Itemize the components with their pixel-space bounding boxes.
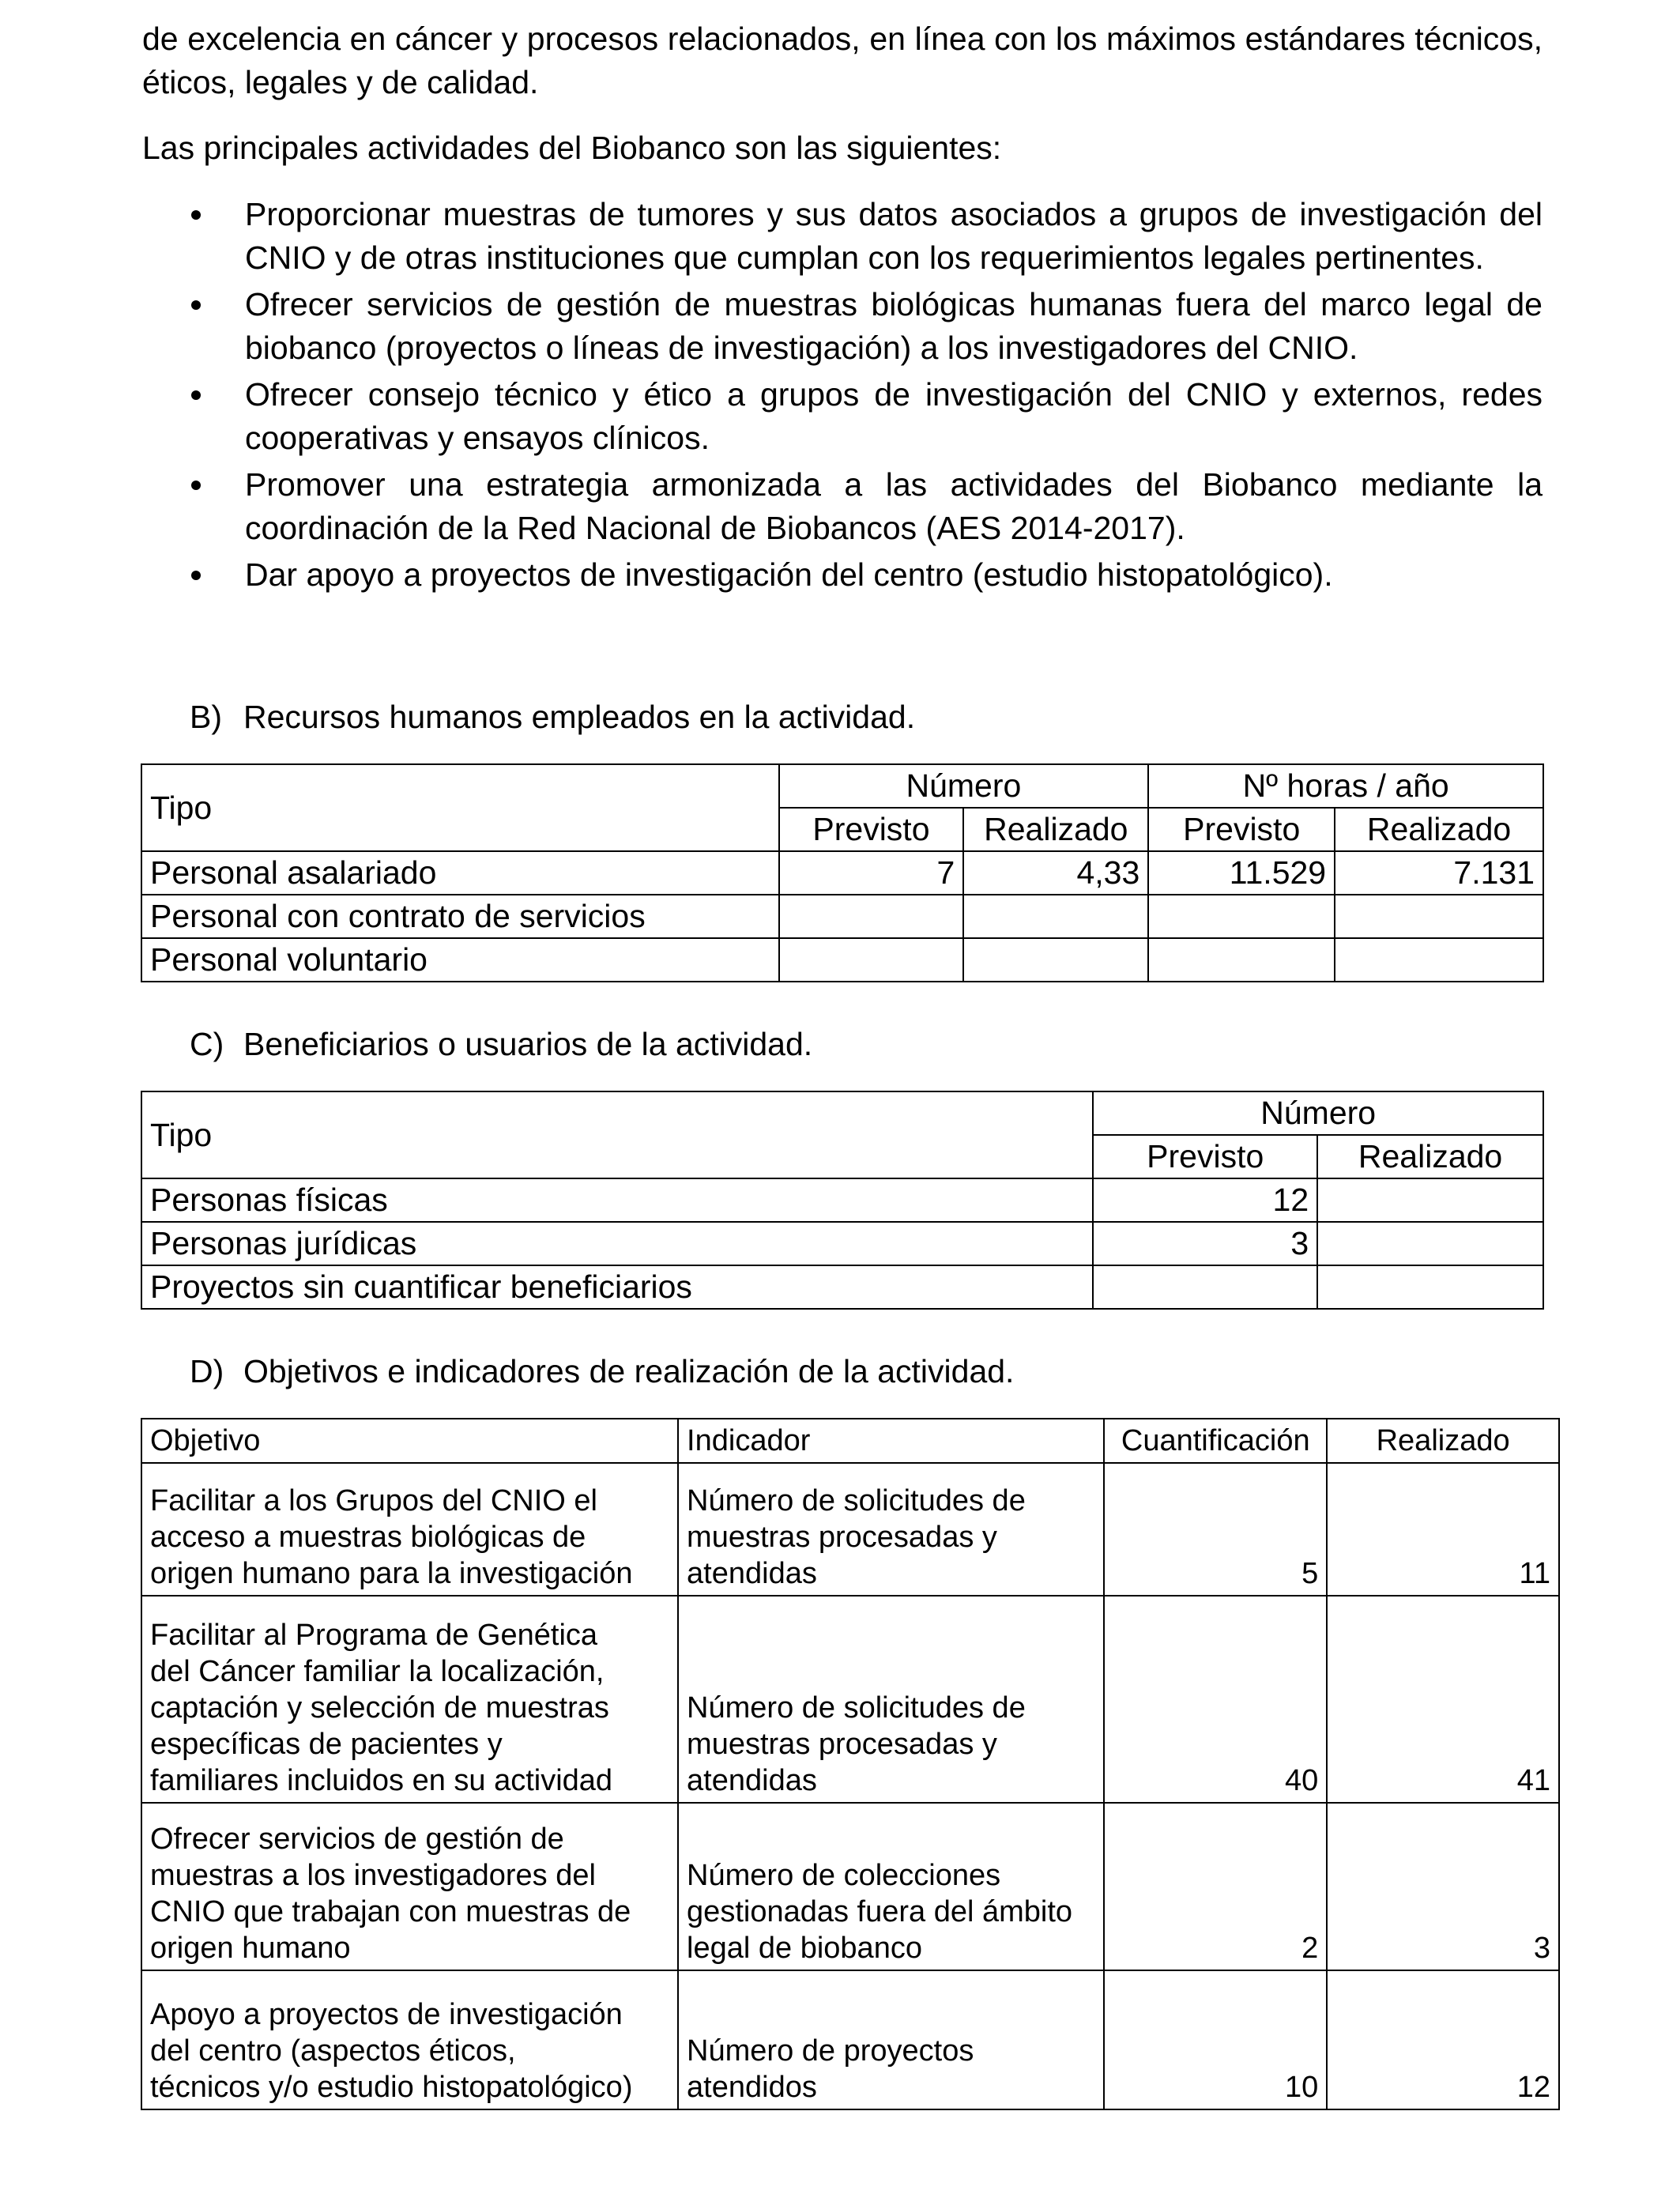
table-row: Personal asalariado 7 4,33 11.529 7.131 [141,851,1543,895]
list-item: Proporcionar muestras de tumores y sus datos asociados a grupos de investigación del CNIO y de otras instituciones que cumplan con los requerimientos legales pertinentes. [142,193,1543,280]
indicador-cell: Número de colecciones gestionadas fuera del ámbito legal de biobanco [678,1803,1104,1970]
header-tipo: Tipo [141,1091,1093,1178]
header-realizado: Realizado [1335,808,1543,851]
list-item: Dar apoyo a proyectos de investigación del centro (estudio histopatológico). [142,553,1543,597]
bullet-icon [191,300,201,310]
bullet-icon [191,390,201,400]
table-row: Facilitar al Programa de Genética del Cáncer familiar la localización, captación y selección de muestras específicas de pacientes y familiares incluidos en su actividad Número de solicitudes de muestras procesadas y atendidas 40 41 [141,1596,1559,1803]
header-objetivo: Objetivo [141,1419,678,1463]
table-row: Ofrecer servicios de gestión de muestras a los investigadores del CNIO que trabajan con muestras de origen humano Número de colecciones gestionadas fuera del ámbito legal de biobanco 2 3 [141,1803,1559,1970]
header-horas: Nº horas / año [1148,764,1543,808]
activities-lead: Las principales actividades del Biobanco son las siguientes: [142,130,1002,166]
table-row: Personal voluntario [141,938,1543,982]
header-numero: Número [1093,1091,1543,1135]
table-row: Personal con contrato de servicios [141,895,1543,938]
header-numero: Número [779,764,1149,808]
intro-paragraph: de excelencia en cáncer y procesos relacionados, en línea con los máximos estándares técnicos, éticos, legales y de calidad. [142,21,1543,100]
bullet-icon [191,210,201,220]
list-item: Promover una estrategia armonizada a las actividades del Biobanco mediante la coordinación de la Red Nacional de Biobancos (AES 2014-2017). [142,463,1543,550]
table-row: Personas jurídicas 3 [141,1222,1543,1265]
header-indicador: Indicador [678,1419,1104,1463]
list-item: Ofrecer consejo técnico y ético a grupos de investigación del CNIO y externos, redes cooperativas y ensayos clínicos. [142,373,1543,460]
objetivo-cell: Apoyo a proyectos de investigación del centro (aspectos éticos, técnicos y/o estudio histopatológico) [141,1970,678,2109]
table-row: Personas físicas 12 [141,1178,1543,1222]
objectives-table [141,1418,1560,2110]
objetivo-cell: Facilitar a los Grupos del CNIO el acceso a muestras biológicas de origen humano para la investigación [141,1463,678,1596]
table-row: Proyectos sin cuantificar beneficiarios [141,1265,1543,1309]
activities-list [142,193,1543,600]
indicador-cell: Número de solicitudes de muestras procesadas y atendidas [678,1463,1104,1596]
beneficiaries-table [141,1091,1544,1310]
human-resources-table [141,763,1544,982]
section-b-heading: B) Recursos humanos empleados en la actividad. [190,699,916,735]
table-row: Apoyo a proyectos de investigación del centro (aspectos éticos, técnicos y/o estudio histopatológico) Número de proyectos atendidos 10 12 [141,1970,1559,2109]
table-row: Facilitar a los Grupos del CNIO el acceso a muestras biológicas de origen humano para la investigación Número de solicitudes de muestras procesadas y atendidas 5 11 [141,1463,1559,1596]
header-previsto: Previsto [779,808,964,851]
header-previsto: Previsto [1148,808,1335,851]
section-d-heading: D) Objetivos e indicadores de realización de la actividad. [190,1353,1015,1389]
header-realizado: Realizado [1317,1135,1543,1178]
objetivo-cell: Facilitar al Programa de Genética del Cáncer familiar la localización, captación y selección de muestras específicas de pacientes y familiares incluidos en su actividad [141,1596,678,1803]
header-tipo: Tipo [141,764,779,851]
header-realizado: Realizado [1327,1419,1559,1463]
list-item: Ofrecer servicios de gestión de muestras biológicas humanas fuera del marco legal de biobanco (proyectos o líneas de investigación) a los investigadores del CNIO. [142,283,1543,370]
indicador-cell: Número de proyectos atendidos [678,1970,1104,2109]
indicador-cell: Número de solicitudes de muestras procesadas y atendidas [678,1596,1104,1803]
header-realizado: Realizado [963,808,1148,851]
bullet-icon [191,481,201,490]
bullet-icon [191,571,201,580]
header-previsto: Previsto [1093,1135,1317,1178]
objetivo-cell: Ofrecer servicios de gestión de muestras a los investigadores del CNIO que trabajan con muestras de origen humano [141,1803,678,1970]
section-c-heading: C) Beneficiarios o usuarios de la actividad. [190,1026,813,1062]
header-cuantificacion: Cuantificación [1104,1419,1327,1463]
